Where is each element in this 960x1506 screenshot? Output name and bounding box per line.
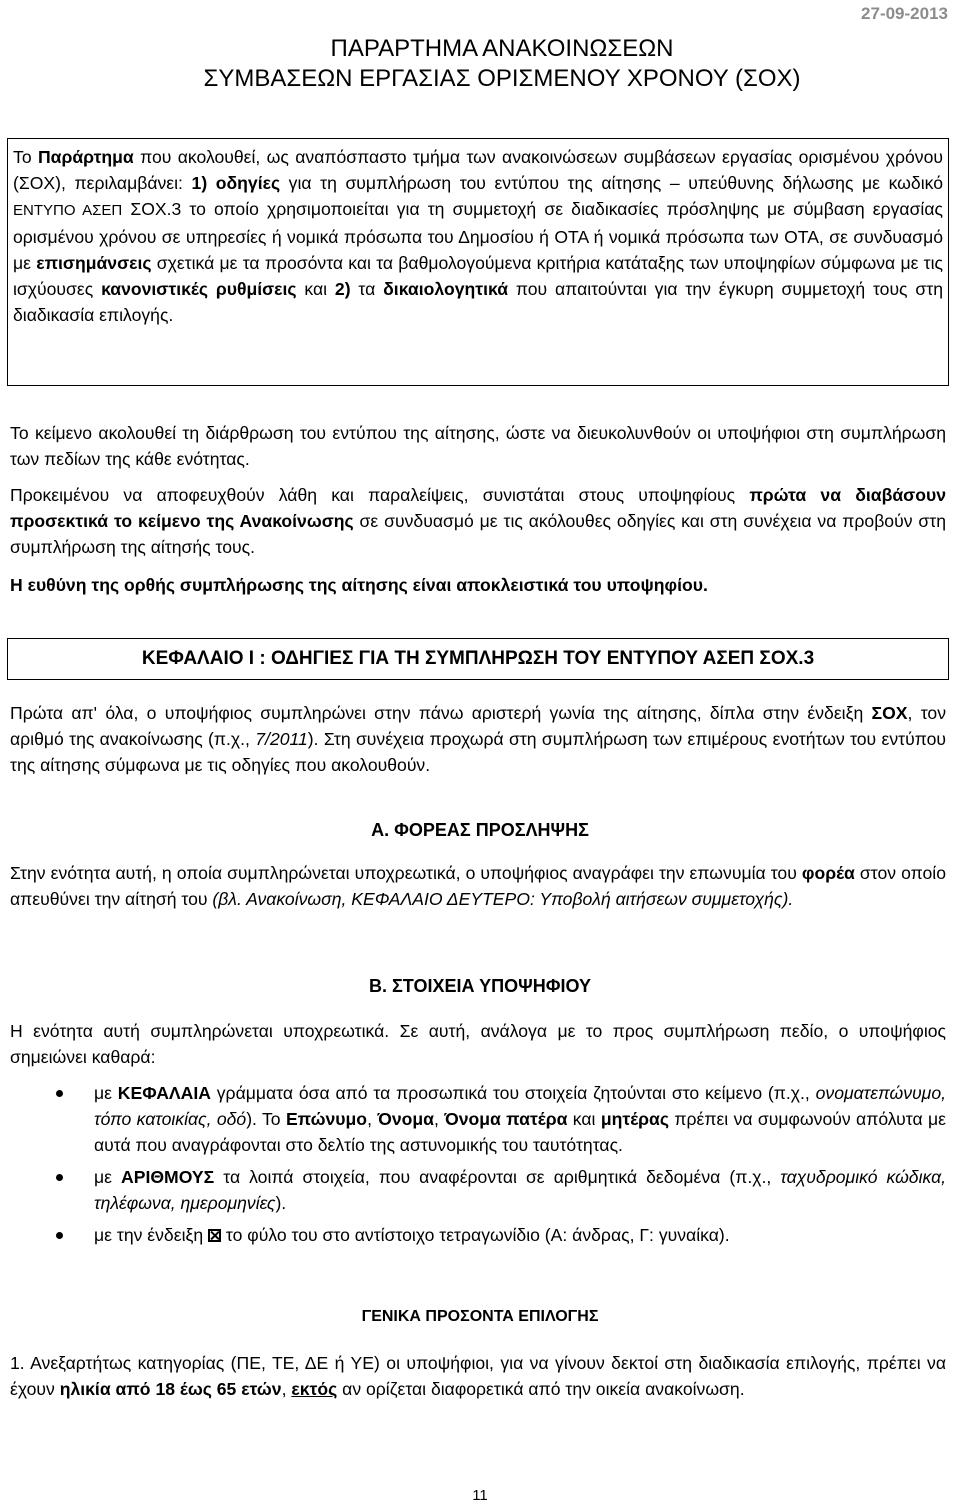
text: τα xyxy=(350,279,384,299)
text: το φύλο του στο αντίστοιχο τετραγωνίδιο (Α: άνδρας, Γ: γυναίκα). xyxy=(221,1225,730,1245)
text: , τον αριθμό της ανακοίνωσης (π.χ., xyxy=(10,703,946,749)
text: ). xyxy=(275,1193,287,1213)
text: ΣΟΧ.3 το οποίο χρησιμοποιείται για τη συμμετοχή σε διαδικασίες πρόσληψης με σύμβαση εργασίας ορισμένου χρόνου σε υπηρεσίες ή νομικά πρόσωπα του Δημοσίου ή ΟΤΑ ή νομικά πρόσωπα των ΟΤΑ, σε συνδυασμό με xyxy=(13,199,943,273)
bold-text: Επώνυμο xyxy=(285,1109,368,1129)
text: , xyxy=(433,1109,445,1129)
text: σε συνδυασμό με τις ακόλουθες οδηγίες και στη συνέχεια να προβούν στη συμπλήρωση της αίτησής τους. xyxy=(10,511,946,557)
bullet-icon xyxy=(56,1090,63,1097)
bold-text: Όνομα xyxy=(377,1109,434,1129)
intro-box xyxy=(7,138,949,386)
text: Το xyxy=(13,147,38,167)
bold-text: ΑΡΙΘΜΟΥΣ xyxy=(121,1167,215,1187)
chapter-heading: ΚΕΦΑΛΑΙΟ Ι : ΟΔΗΓΙΕΣ ΓΙΑ ΤΗ ΣΥΜΠΛΗΡΩΣΗ ΤΟΥ ΕΝΤΥΠΟΥ ΑΣΕΠ ΣΟΧ.3 xyxy=(7,638,949,680)
general-qualifications-heading: ΓΕΝΙΚΑ ΠΡΟΣΟΝΤΑ ΕΠΙΛΟΓΗΣ xyxy=(361,1308,599,1325)
bold-text: 1) οδηγίες xyxy=(191,173,281,193)
text: , xyxy=(367,1109,378,1129)
bold-text: φορέα xyxy=(801,863,855,883)
bold-text: μητέρας xyxy=(600,1109,669,1129)
text: με xyxy=(94,1083,118,1103)
bold-text: ηλικία από 18 έως 65 ετών xyxy=(59,1379,282,1399)
bullet-icon xyxy=(56,1232,63,1239)
general-qualifications-text xyxy=(10,1350,946,1402)
page-title xyxy=(150,34,854,94)
text: τα λοιπά στοιχεία, που αναφέρονται σε αριθμητικά δεδομένα (π.χ., xyxy=(214,1167,781,1187)
text: στον οποίο απευθύνει την αίτησή του xyxy=(10,863,946,909)
text: γράμματα όσα από τα προσωπικά του στοιχεία ζητούνται στο κείμενο (π.χ., xyxy=(210,1083,816,1103)
section-a-heading: Α. ΦΟΡΕΑΣ ΠΡΟΣΛΗΨΗΣ xyxy=(371,820,589,840)
text: Προκειμένου να αποφευχθούν λάθη και παραλείψεις, συνιστάται στους υποψηφίους xyxy=(10,485,750,505)
italic-text: (βλ. Ανακοίνωση, ΚΕΦΑΛΑΙΟ ΔΕΥΤΕΡΟ: Υποβολή αιτήσεων συμμετοχής). xyxy=(212,889,794,909)
text: σχετικά με τα προσόντα και τα βαθμολογούμενα κριτήρια κατάταξης των υποψηφίων σύμφωνα με τις ισχύουσες xyxy=(13,253,943,299)
text: για τη συμπλήρωση του εντύπου της αίτησης – υπεύθυνης δήλωσης με κωδικό xyxy=(280,173,943,193)
text: που απαιτούνται για την έγκυρη συμμετοχή τους στη διαδικασία επιλογής. xyxy=(13,279,943,325)
text: πρέπει να συμφωνούν απόλυτα με αυτά που αναγράφονται στο δελτίο της αστυνομικής του ταυτότητας. xyxy=(94,1109,946,1155)
bullet-list xyxy=(52,1080,946,1254)
title-line-2: ΣΥΜΒΑΣΕΩΝ ΕΡΓΑΣΙΑΣ ΟΡΙΣΜΕΝΟΥ ΧΡΟΝΟΥ (ΣΟΧ) xyxy=(203,65,801,92)
paragraph-structure: Το κείμενο ακολουθεί τη διάρθρωση του εντύπου της αίτησης, ώστε να διευκολυνθούν οι υποψήφιοι στη συμπλήρωση των πεδίων της κάθε ενότητας. xyxy=(10,423,946,469)
underlined-text: εκτός xyxy=(291,1379,338,1399)
bold-text: ΣΟΧ xyxy=(871,703,908,723)
bold-text: κανονιστικές ρυθμίσεις xyxy=(101,279,297,299)
paragraph-responsibility: Η ευθύνη της ορθής συμπλήρωσης της αίτησης είναι αποκλειστικά του υποψηφίου. xyxy=(10,575,708,595)
bold-text: 2) xyxy=(334,279,351,299)
list-item xyxy=(52,1222,946,1248)
text: , xyxy=(281,1379,292,1399)
checked-box-icon xyxy=(208,1229,221,1242)
bold-text: Παράρτημα xyxy=(37,147,134,167)
list-item xyxy=(52,1164,946,1216)
page-number: 11 xyxy=(472,1487,488,1504)
paragraph-first-steps xyxy=(10,700,946,778)
text: Πρώτα απ' όλα, ο υποψήφιος συμπληρώνει στην πάνω αριστερή γωνία της αίτησης, δίπλα στην ένδειξη xyxy=(10,703,872,723)
form-code: ΕΝΤΥΠΟ ΑΣΕΠ xyxy=(13,202,123,219)
section-a-text xyxy=(10,860,946,912)
text: με xyxy=(94,1167,122,1187)
italic-text: ταχυδρομικό κώδικα, τηλέφωνα, ημερομηνίες xyxy=(94,1167,946,1213)
text: ). Το xyxy=(246,1109,286,1129)
text: αν ορίζεται διαφορετικά από την οικεία ανακοίνωση. xyxy=(337,1379,745,1399)
italic-text: ονοματεπώνυμο, τόπο κατοικίας, οδό xyxy=(94,1083,946,1129)
text: και xyxy=(296,279,335,299)
bullet-icon xyxy=(56,1174,63,1181)
section-b-intro: Η ενότητα αυτή συμπληρώνεται υποχρεωτικά. Σε αυτή, ανάλογα με το προς συμπλήρωση πεδίο, ο υποψήφιος σημειώνει καθαρά: xyxy=(10,1021,946,1067)
paragraph-advice xyxy=(10,482,946,560)
document-date: 27-09-2013 xyxy=(861,4,948,23)
text: 1. Ανεξαρτήτως κατηγορίας (ΠΕ, ΤΕ, ΔΕ ή ΥΕ) οι υποψήφιοι, για να γίνουν δεκτοί στη διαδικασία επιλογής, πρέπει να έχουν xyxy=(10,1353,946,1399)
bold-text: ΚΕΦΑΛΑΙΑ xyxy=(117,1083,211,1103)
text: Στην ενότητα αυτή, η οποία συμπληρώνεται υποχρεωτικά, ο υποψήφιος αναγράφει την επωνυμία του xyxy=(10,863,802,883)
text: με την ένδειξη xyxy=(94,1225,209,1245)
bold-text: Όνομα πατέρα xyxy=(444,1109,568,1129)
list-item xyxy=(52,1080,946,1158)
text: που ακολουθεί, ως αναπόσπαστο τμήμα των ανακοινώσεων συμβάσεων εργασίας ορισμένου χρόνου (ΣΟΧ), περιλαμβάνει: xyxy=(13,147,943,193)
bold-text: επισημάνσεις xyxy=(36,253,152,273)
section-b-heading: Β. ΣΤΟΙΧΕΙΑ ΥΠΟΨΗΦΙΟΥ xyxy=(368,976,591,996)
bold-text: πρώτα να διαβάσουν προσεκτικά το κείμενο της Ανακοίνωσης xyxy=(10,485,946,531)
text: και xyxy=(567,1109,601,1129)
text: ). Στη συνέχεια προχωρά στη συμπλήρωση των επιμέρους ενοτήτων του εντύπου της αίτησης σύμφωνα με τις οδηγίες που ακολουθούν. xyxy=(10,729,947,775)
title-line-1: ΠΑΡΑΡΤΗΜΑ ΑΝΑΚΟΙΝΩΣΕΩΝ xyxy=(330,35,674,62)
bold-text: δικαιολογητικά xyxy=(383,279,509,299)
italic-text: 7/2011 xyxy=(255,729,308,749)
